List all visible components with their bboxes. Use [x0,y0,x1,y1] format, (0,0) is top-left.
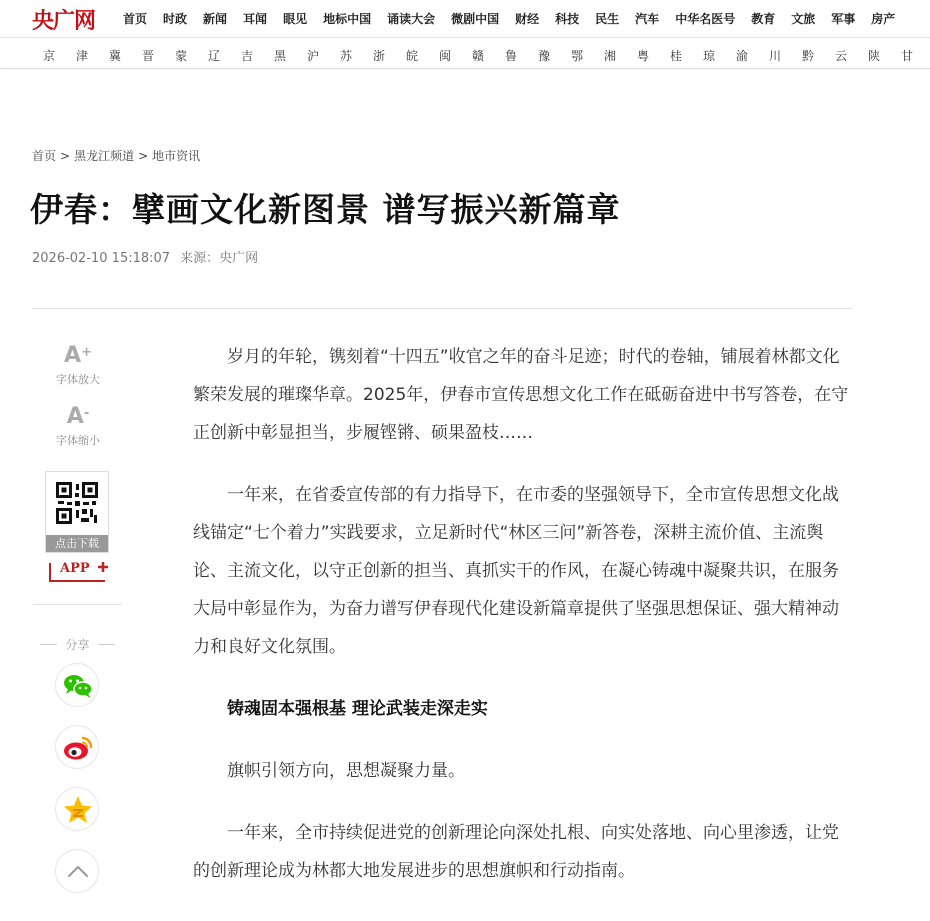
share-qzone-button[interactable] [55,787,99,831]
province-nav-item[interactable]: 冀 [109,49,122,63]
font-decrease-button[interactable] [40,404,116,448]
province-nav-item[interactable]: 赣 [472,49,485,63]
province-nav-item[interactable]: 蒙 [175,49,188,63]
province-navigation [0,39,930,69]
province-nav-item[interactable]: 晋 [142,49,155,63]
article-subheading: 铸魂固本强根基 理论武装走深走实 [227,699,488,719]
nav-item[interactable]: 教育 [751,12,776,26]
province-nav-item[interactable]: 鄂 [571,49,584,63]
sidebar-divider [33,604,122,605]
province-nav-item[interactable]: 苏 [340,49,353,63]
province-nav-item[interactable]: 甘 [901,49,914,63]
weibo-icon [56,726,100,770]
header-divider [32,308,853,309]
province-nav-item[interactable]: 京 [43,49,56,63]
article-source: 来源：央广网 [180,251,259,266]
article-body [193,338,853,914]
province-nav-item[interactable]: 桂 [670,49,683,63]
province-nav-item[interactable]: 粤 [637,49,650,63]
site-logo[interactable]: 央广网 [32,8,96,34]
province-nav-item[interactable]: 陕 [868,49,881,63]
qzone-icon [56,788,100,832]
wechat-icon [56,664,100,708]
font-decrease-label: 字体缩小 [56,434,100,447]
province-nav-item[interactable]: 渝 [736,49,749,63]
province-nav-item[interactable]: 湘 [604,49,617,63]
province-nav-item[interactable]: 皖 [406,49,419,63]
nav-item[interactable]: 军事 [831,12,856,26]
font-increase-button[interactable] [40,343,116,387]
province-nav-item[interactable]: 津 [76,49,89,63]
breadcrumb-home[interactable]: 首页 [32,149,57,163]
province-nav-item[interactable]: 吉 [241,49,254,63]
article-paragraph: 旗帜引领方向，思想凝聚力量。 [227,761,465,781]
province-nav-item[interactable]: 豫 [538,49,551,63]
article-meta [32,247,258,266]
nav-item[interactable]: 汽车 [635,12,660,26]
province-nav-item[interactable]: 黑 [274,49,287,63]
back-to-top-button[interactable] [55,849,99,893]
nav-item[interactable]: 诵读大会 [387,12,436,26]
app-label: APP [60,561,90,576]
nav-item[interactable]: 时政 [163,12,188,26]
province-menu [43,47,930,64]
nav-item[interactable]: 中华名医号 [675,12,736,26]
font-decrease-icon: A- [66,404,90,429]
chevron-up-icon [56,850,100,894]
nav-item[interactable]: 眼见 [283,12,308,26]
nav-item[interactable]: 地标中国 [323,12,372,26]
nav-item[interactable]: 耳闻 [243,12,268,26]
article-title: 伊春：擘画文化新图景 谱写振兴新篇章 [30,190,621,229]
article-paragraph: 一年来，全市持续促进党的创新理论向深处扎根、向实处落地、向心里渗透，让党的创新理论成为林都大地发展进步的思想旗帜和行动指南。 [193,823,839,881]
article-datetime: 2026-02-10 15:18:07 [32,251,171,266]
breadcrumb-section[interactable]: 地市资讯 [152,149,201,163]
province-nav-item[interactable]: 闽 [439,49,452,63]
article-paragraph: 岁月的年轮，镌刻着“十四五”收官之年的奋斗足迹；时代的卷轴，铺展着林都文化繁荣发展的璀璨华章。2025年，伊春市宣传思想文化工作在砥砺奋进中书写答卷，在守正创新中彰显担当，步履铿锵、硕果盈枝…… [193,347,849,443]
nav-item[interactable]: 科技 [555,12,580,26]
province-nav-item[interactable]: 沪 [307,49,320,63]
nav-item[interactable]: 首页 [123,12,148,26]
qr-download-label: 点击下载 [46,535,108,552]
share-wechat-button[interactable] [55,663,99,707]
province-nav-item[interactable]: 川 [769,49,782,63]
main-menu [123,10,911,27]
nav-item[interactable]: 微剧中国 [451,12,500,26]
breadcrumb [32,147,200,164]
province-nav-item[interactable]: 黔 [802,49,815,63]
share-label: 分享 [40,636,115,653]
breadcrumb-separator: > [60,149,71,163]
nav-item[interactable]: 民生 [595,12,620,26]
article-paragraph: 一年来，在省委宣传部的有力指导下，在市委的坚强领导下，全市宣传思想文化战线锚定“七个着力”实践要求，立足新时代“林区三问”新答卷，深耕主流价值、主流舆论、主流文化，以守正创新的担当、真抓实干的作风，在凝心铸魂中凝聚共识，在服务大局中彰显作为，为奋力谱写伊春现代化建设新篇章提供了坚强思想保证、强大精神动力和良好文化氛围。 [193,485,839,657]
province-nav-item[interactable]: 辽 [208,49,221,63]
province-nav-item[interactable]: 鲁 [505,49,518,63]
province-nav-item[interactable]: 云 [835,49,848,63]
top-navigation [0,0,930,38]
nav-item[interactable]: 新闻 [203,12,228,26]
nav-item[interactable]: 财经 [515,12,540,26]
font-increase-icon: A+ [64,343,92,368]
share-weibo-button[interactable] [55,725,99,769]
province-nav-item[interactable]: 浙 [373,49,386,63]
app-download-link[interactable] [49,560,108,582]
province-nav-item[interactable]: 琼 [703,49,716,63]
app-qr-download[interactable] [45,471,109,553]
font-increase-label: 字体放大 [56,373,100,386]
nav-item[interactable]: 文旅 [791,12,816,26]
breadcrumb-separator: > [138,149,149,163]
breadcrumb-channel[interactable]: 黑龙江频道 [74,149,135,163]
nav-item[interactable]: 房产 [871,12,896,26]
qr-code-icon [56,482,98,524]
